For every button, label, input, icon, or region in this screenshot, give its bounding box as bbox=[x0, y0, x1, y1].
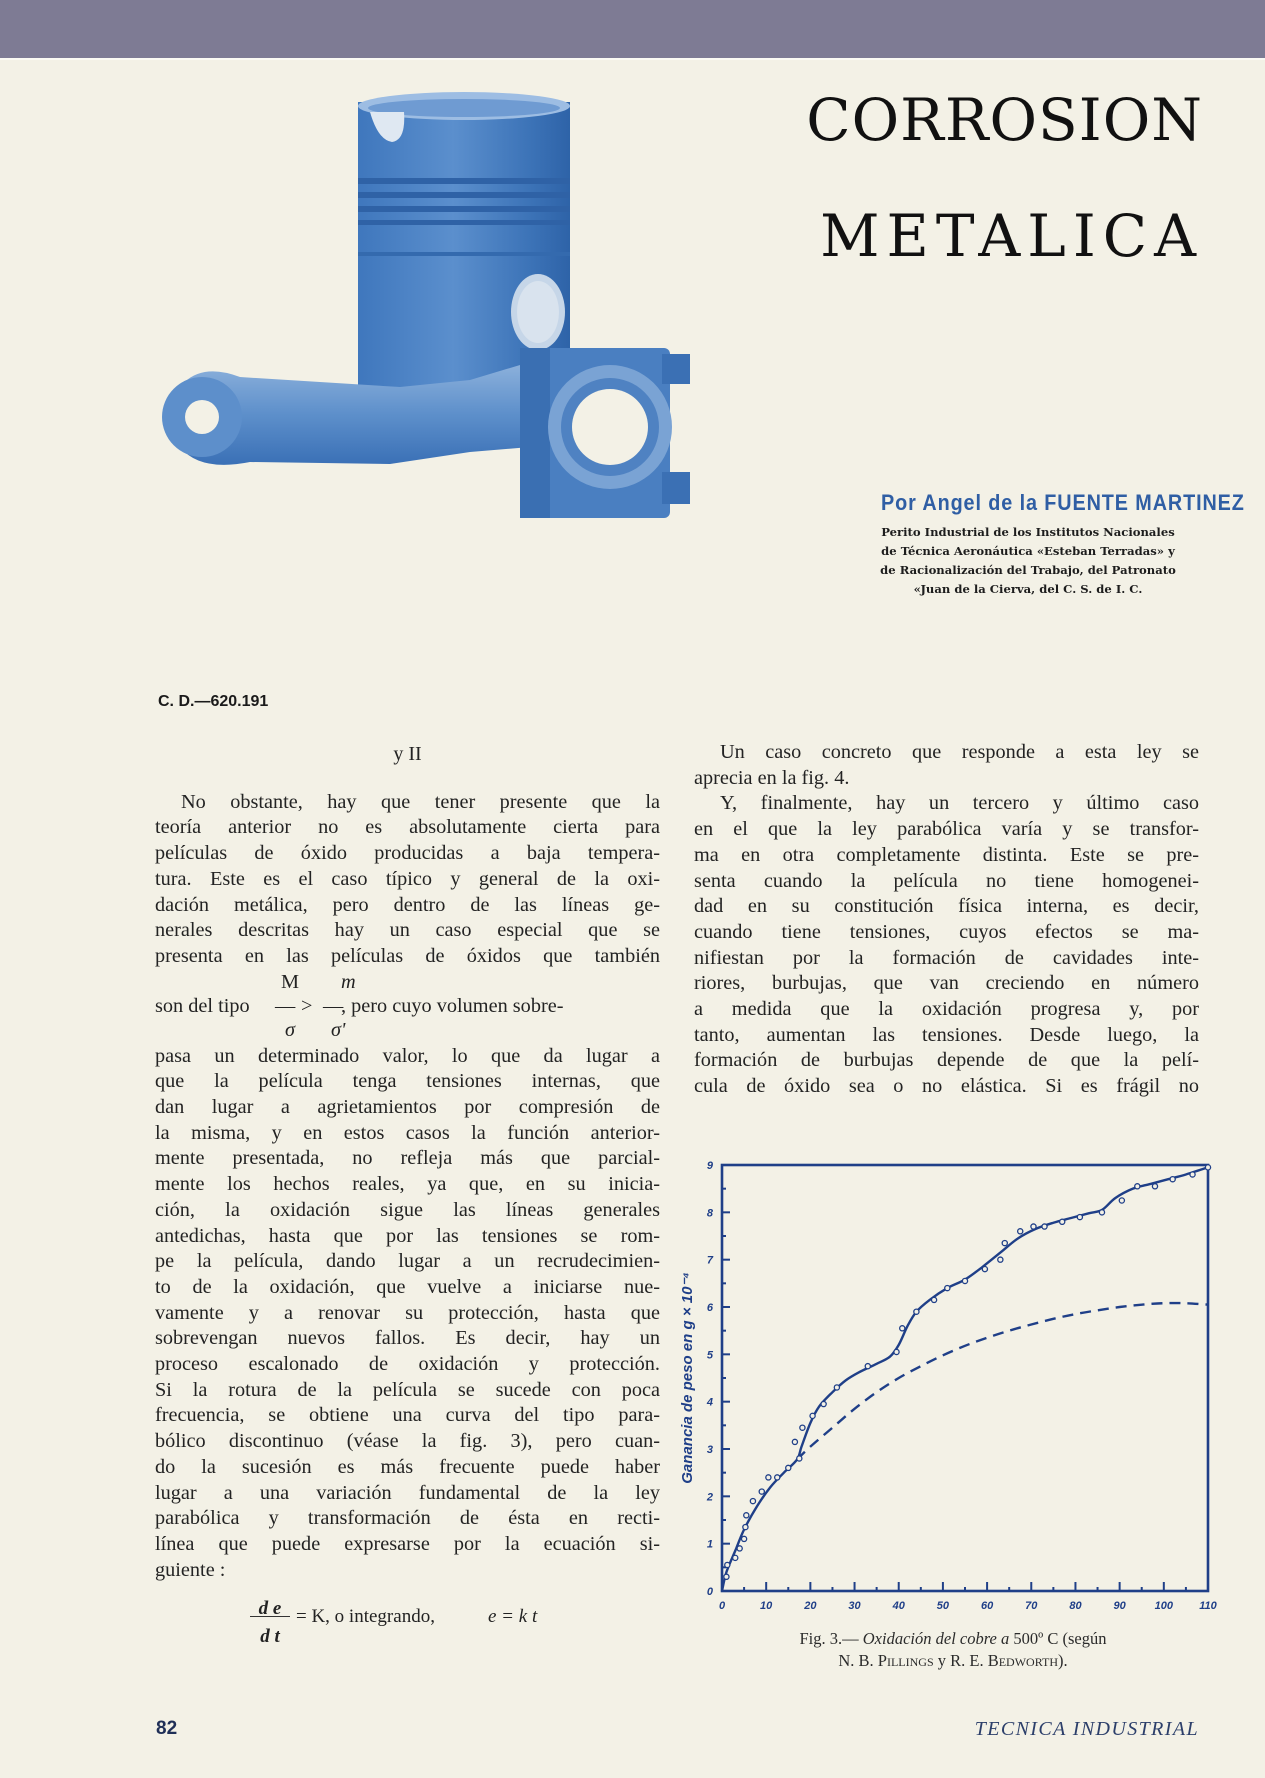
x-tick-label: 60 bbox=[980, 1600, 994, 1610]
caption-name-pillings: Pillings bbox=[877, 1651, 934, 1670]
text-line: formación de burbujas depende de que la pelí- bbox=[694, 1049, 1199, 1072]
data-point bbox=[1018, 1229, 1023, 1234]
text-line: antedichas, hasta que por las tensiones se rom- bbox=[155, 1224, 660, 1247]
data-point bbox=[900, 1326, 905, 1331]
text-line: mente los hechos reales, ya que, en su inicia- bbox=[155, 1173, 660, 1196]
text-line: aprecia en la fig. 4. bbox=[694, 766, 850, 789]
affiliation-line: de Técnica Aeronáutica «Esteban Terradas» y bbox=[881, 544, 1175, 558]
plot-frame bbox=[722, 1165, 1208, 1591]
inline-formula-line bbox=[155, 970, 660, 1044]
data-point bbox=[982, 1267, 987, 1272]
paragraph bbox=[155, 790, 660, 1584]
formula-bar: — bbox=[323, 994, 344, 1017]
affiliation-line: de Racionalización del Trabajo, del Patronato bbox=[880, 563, 1176, 577]
data-point bbox=[750, 1498, 755, 1503]
data-point bbox=[766, 1475, 771, 1480]
banner-edge bbox=[0, 58, 1265, 60]
equation-result: e = k t bbox=[488, 1606, 538, 1627]
x-tick-label: 20 bbox=[804, 1600, 817, 1610]
caption-conj: y R. E. bbox=[933, 1651, 988, 1670]
data-point bbox=[800, 1425, 805, 1430]
data-point bbox=[821, 1401, 826, 1406]
x-tick-label: 40 bbox=[892, 1600, 905, 1610]
data-point bbox=[1031, 1224, 1036, 1229]
text-line: en el que la ley parabólica varía y se transfor- bbox=[694, 818, 1199, 841]
caption-line-1 bbox=[718, 1628, 1188, 1650]
text-line: línea que puede expresarse por la ecuación si- bbox=[155, 1532, 660, 1555]
y-tick-label: 3 bbox=[706, 1444, 713, 1456]
x-tick-label: 10 bbox=[760, 1600, 773, 1610]
affiliation-line: Perito Industrial de los Institutos Nacionales bbox=[881, 525, 1175, 539]
equation-text: = K, o integrando, bbox=[296, 1606, 435, 1627]
y-axis-label: Ganancia de peso en g × 10⁻⁴ bbox=[679, 1272, 696, 1484]
title-line-1: CORROSION bbox=[806, 86, 1203, 154]
data-point bbox=[962, 1278, 967, 1283]
formula-operator: > bbox=[301, 994, 313, 1017]
y-tick-label: 2 bbox=[706, 1491, 713, 1504]
piston-rod-photo bbox=[140, 92, 810, 552]
text-line: dan lugar a agrietamientos por compresión de bbox=[155, 1096, 660, 1119]
data-point bbox=[894, 1349, 899, 1354]
data-point bbox=[725, 1562, 730, 1567]
data-point bbox=[724, 1574, 729, 1579]
affiliation-line: «Juan de la Cierva, del C. S. de I. C. bbox=[913, 582, 1143, 596]
text-line: senta cuando la película no tiene homogenei- bbox=[694, 869, 1199, 892]
text-line: nerales descritas hay un caso especial que se bbox=[155, 919, 660, 942]
caption-end: ). bbox=[1058, 1651, 1068, 1670]
data-point bbox=[945, 1285, 950, 1290]
data-point bbox=[1002, 1241, 1007, 1246]
part-heading: y II bbox=[393, 743, 422, 765]
text-line: pe la película, dando lugar a un recrudecimien- bbox=[155, 1250, 660, 1273]
data-point bbox=[759, 1489, 764, 1494]
x-tick-label: 0 bbox=[718, 1600, 726, 1610]
data-point bbox=[1060, 1219, 1065, 1224]
data-point bbox=[931, 1297, 936, 1302]
text-line: la misma, y en estos casos la función anterior- bbox=[155, 1121, 660, 1144]
left-column bbox=[155, 742, 660, 1583]
figure-caption bbox=[718, 1628, 1188, 1672]
page-number: 82 bbox=[156, 1718, 178, 1739]
caption-temp: 500º C bbox=[1013, 1629, 1059, 1648]
formula-prefix: son del tipo bbox=[155, 994, 250, 1017]
text-line: parabólica y transformación de ésta en recti- bbox=[155, 1507, 660, 1530]
text-line: mente presentada, no refleja más que parcial- bbox=[155, 1147, 660, 1170]
text-line: proceso escalonado de oxidación y protección. bbox=[155, 1353, 660, 1376]
caption-prefix: Fig. 3.— bbox=[799, 1629, 859, 1648]
text-line: to de la oxidación, que vuelve a iniciarse nue- bbox=[155, 1275, 660, 1298]
text-line: Si la rotura de la película se sucede con poca bbox=[155, 1378, 660, 1401]
data-point bbox=[786, 1465, 791, 1470]
text-line: tura. Este es el caso típico y general de la oxi- bbox=[155, 867, 660, 890]
data-point bbox=[1042, 1224, 1047, 1229]
formula-numerator-M: M bbox=[281, 970, 300, 993]
x-tick-label: 50 bbox=[936, 1600, 950, 1610]
x-tick-label: 70 bbox=[1025, 1600, 1038, 1610]
y-tick-label: 6 bbox=[706, 1302, 713, 1314]
x-tick-label: 100 bbox=[1154, 1600, 1173, 1610]
data-point bbox=[797, 1456, 802, 1461]
data-point bbox=[1152, 1184, 1157, 1189]
text-line: do la sucesión es más frecuente puede haber bbox=[155, 1455, 660, 1478]
data-point bbox=[810, 1413, 815, 1418]
text-line: lugar a una variación fundamental de la ley bbox=[155, 1481, 660, 1504]
y-tick-label: 1 bbox=[706, 1538, 713, 1551]
chart-series bbox=[722, 1165, 1211, 1591]
y-tick-label: 4 bbox=[706, 1396, 713, 1409]
text-line: ción, la oxidación sigue las líneas generales bbox=[155, 1198, 660, 1221]
paragraph bbox=[694, 740, 1199, 791]
paragraph bbox=[694, 791, 1199, 1099]
data-point bbox=[792, 1439, 797, 1444]
oxidation-chart bbox=[660, 1150, 1240, 1610]
formula-suffix: , pero cuyo volumen sobre- bbox=[341, 994, 564, 1017]
title-line-2: METALICA bbox=[820, 202, 1203, 270]
data-point bbox=[1119, 1198, 1124, 1203]
text-line: presenta en las películas de óxidos que también bbox=[155, 944, 660, 967]
equation-numerator: d e bbox=[258, 1598, 282, 1619]
author-affiliation bbox=[845, 523, 1205, 599]
data-point bbox=[1190, 1172, 1195, 1177]
text-line: frecuencia, se obtiene una curva del tipo para- bbox=[155, 1404, 660, 1427]
data-point bbox=[1205, 1165, 1210, 1170]
text-line: sobrevengan nuevos fallos. Es decir, hay un bbox=[155, 1327, 660, 1350]
formula-denominator-sigma-prime: σ' bbox=[331, 1018, 346, 1041]
x-tick-label: 30 bbox=[848, 1600, 861, 1610]
data-point bbox=[1135, 1184, 1140, 1189]
data-point bbox=[741, 1536, 746, 1541]
caption-italic: Oxidación del cobre a bbox=[862, 1629, 1010, 1648]
equation-fraction-bar bbox=[250, 1616, 290, 1617]
chart-labels bbox=[679, 1160, 1218, 1610]
caption-line-2 bbox=[718, 1650, 1188, 1672]
caption-name-bedworth: Bedworth bbox=[987, 1651, 1058, 1670]
x-tick-label: 90 bbox=[1113, 1600, 1126, 1610]
data-point bbox=[1099, 1210, 1104, 1215]
y-tick-label: 9 bbox=[706, 1160, 713, 1172]
data-point bbox=[865, 1364, 870, 1369]
text-line: dación metálica, pero dentro de las líneas ge- bbox=[155, 893, 660, 916]
data-point bbox=[775, 1475, 780, 1480]
data-point bbox=[1170, 1177, 1175, 1182]
text-line: dad en su constitución física interna, es decir, bbox=[694, 895, 1199, 918]
publication-name: TECNICA INDUSTRIAL bbox=[974, 1718, 1199, 1740]
observed-curve-line bbox=[722, 1167, 1208, 1591]
text-line: Y, finalmente, hay un tercero y último caso bbox=[720, 792, 1199, 815]
caption-initials: N. B. bbox=[838, 1651, 878, 1670]
text-line: Un caso concreto que responde a esta ley se bbox=[720, 741, 1199, 763]
data-point bbox=[998, 1257, 1003, 1262]
caption-rest: (según bbox=[1062, 1629, 1107, 1648]
text-line: vamente y a renovar su protección, hasta que bbox=[155, 1301, 660, 1324]
text-line: pasa un determinado valor, lo que da lugar a bbox=[155, 1044, 660, 1067]
data-point bbox=[1077, 1214, 1082, 1219]
equation-denominator: d t bbox=[260, 1626, 280, 1647]
data-point bbox=[743, 1525, 748, 1530]
formula-bar: — bbox=[275, 994, 296, 1017]
formula-numerator-m: m bbox=[341, 970, 356, 993]
text-line: guiente : bbox=[155, 1558, 226, 1581]
text-line: que la película tenga tensiones internas, que bbox=[155, 1070, 660, 1093]
y-tick-label: 5 bbox=[706, 1349, 713, 1362]
text-line: cula de óxido sea o no elástica. Si es frágil no bbox=[694, 1075, 1199, 1098]
text-line: nifiestan por la formación de cavidades inte- bbox=[694, 946, 1199, 969]
y-tick-label: 7 bbox=[706, 1254, 713, 1267]
data-point bbox=[914, 1309, 919, 1314]
right-column bbox=[694, 740, 1199, 1100]
author-block bbox=[845, 490, 1245, 599]
parabolic-curve-line bbox=[797, 1303, 1208, 1459]
text-line: No obstante, hay que tener presente que la bbox=[181, 790, 660, 813]
data-point bbox=[744, 1513, 749, 1518]
article-title bbox=[806, 88, 1203, 268]
formula-denominator-sigma: σ bbox=[285, 1018, 296, 1041]
text-line: riores, burbujas, que van creciendo en número bbox=[694, 972, 1199, 995]
chart-axes bbox=[722, 1165, 1208, 1591]
y-tick-label: 8 bbox=[706, 1207, 713, 1220]
x-tick-label: 110 bbox=[1199, 1600, 1217, 1610]
cdu-classification: C. D.—620.191 bbox=[158, 693, 269, 710]
text-line: películas de óxido producidas a baja tempera- bbox=[155, 842, 660, 865]
y-tick-label: 0 bbox=[706, 1586, 713, 1598]
text-line: bólico discontinuo (véase la fig. 3), pero cuan- bbox=[155, 1430, 660, 1453]
text-line: cuando tiene tensiones, cuyos efectos se ma- bbox=[694, 920, 1199, 943]
top-banner bbox=[0, 0, 1265, 58]
data-point bbox=[737, 1546, 742, 1551]
text-line: tanto, aumentan las tensiones. Desde luego, la bbox=[694, 1023, 1199, 1046]
text-line: ma en otra completamente distinta. Este se pre- bbox=[694, 843, 1199, 866]
text-line: teoría anterior no es absolutamente cierta para bbox=[155, 816, 660, 839]
text-line: a medida que la oxidación progresa y, por bbox=[694, 998, 1199, 1021]
author-name: Por Angel de la FUENTE MARTINEZ bbox=[881, 490, 1245, 515]
data-point bbox=[733, 1555, 738, 1560]
x-tick-label: 80 bbox=[1069, 1600, 1082, 1610]
data-point bbox=[834, 1385, 839, 1390]
